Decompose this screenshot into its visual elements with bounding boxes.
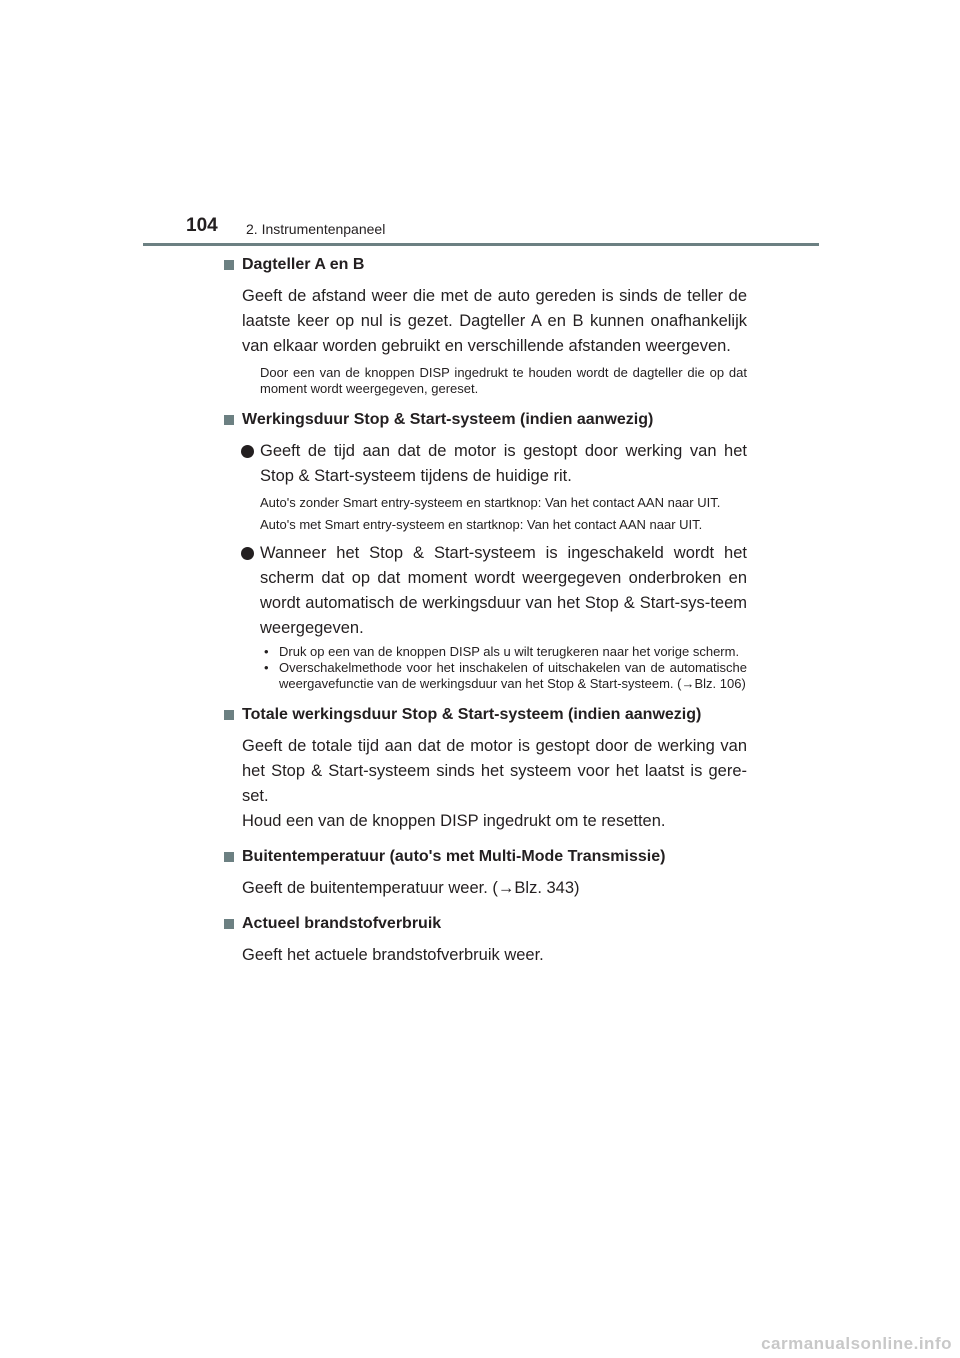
- round-bullet-icon: [241, 547, 254, 560]
- square-bullet-icon: [224, 852, 234, 862]
- square-bullet-icon: [224, 919, 234, 929]
- bullet-item: [260, 541, 747, 641]
- section-body: Geeft de buitentemperatuur weer. (→Blz. 343): [242, 879, 580, 897]
- sub-list: [260, 644, 747, 692]
- section-body: Geeft de afstand weer die met de auto gereden is sinds de teller de laatste keer op nul is gezet. Dagteller A en B kunnen onafhankelijk van elkaar worden gebruikt en verschillende afstanden weergeven.: [242, 287, 747, 355]
- section-note: Auto's met Smart entry-systeem en startknop: Van het contact AAN naar UIT.: [260, 517, 703, 532]
- dot-marker-icon: •: [264, 660, 269, 675]
- section-title: Buitentemperatuur (auto's met Multi-Mode Transmissie): [242, 848, 666, 865]
- bullet-item: [260, 439, 747, 489]
- square-bullet-icon: [224, 260, 234, 270]
- watermark: carmanualsonline.info: [761, 1334, 952, 1353]
- page-header: [0, 0, 960, 250]
- section-heading-total: [222, 704, 747, 726]
- section-note: Auto's zonder Smart entry-systeem en startknop: Van het contact AAN naar UIT.: [260, 495, 721, 510]
- section-heading-trip: [222, 254, 747, 276]
- section-title: Dagteller A en B: [242, 256, 365, 273]
- header-rule: [143, 243, 819, 246]
- section-body: Houd een van de knoppen DISP ingedrukt om te resetten.: [242, 812, 666, 830]
- dot-marker-icon: •: [264, 644, 269, 659]
- section-title: Actueel brandstofverbruik: [242, 915, 442, 932]
- section-heading-outside-temp: [222, 846, 747, 868]
- round-bullet-icon: [241, 445, 254, 458]
- list-item-text: Druk op een van de knoppen DISP als u wilt terugkeren naar het vorige scherm.: [279, 644, 740, 659]
- section-heading-stopstart: [222, 409, 747, 431]
- square-bullet-icon: [224, 710, 234, 720]
- section-note: Door een van de knoppen DISP ingedrukt te houden wordt de dagteller die op dat moment wordt weergegeven, gereset.: [260, 365, 747, 396]
- list-item: [260, 660, 747, 692]
- section-heading-fuel: [222, 913, 747, 935]
- section-title: Werkingsduur Stop & Start-systeem (indien aanwezig): [242, 411, 654, 428]
- chapter-title: 2. Instrumentenpaneel: [246, 221, 386, 237]
- list-item-text: Overschakelmethode voor het inschakelen of uitschakelen van de automatische weergavefunctie van de werkingsduur van het Stop & Start-systeem. (→Blz. 106): [279, 660, 747, 691]
- page-content: [222, 254, 747, 968]
- bullet-text: Wanneer het Stop & Start-systeem is ingeschakeld wordt het scherm dat op dat moment wordt weergegeven onderbroken en wordt automatisch de werkingsduur van het Stop & Start-sys-teem weergegeven.: [260, 544, 747, 637]
- section-body: Geeft de totale tijd aan dat de motor is gestopt door de werking van het Stop & Start-systeem sinds het systeem voor het laatst is gere-set.: [242, 737, 747, 805]
- page-number: 104: [186, 215, 218, 236]
- list-item: [260, 644, 747, 660]
- section-body: Geeft het actuele brandstofverbruik weer.: [242, 946, 544, 964]
- section-title: Totale werkingsduur Stop & Start-systeem (indien aanwezig): [242, 706, 702, 723]
- bullet-text: Geeft de tijd aan dat de motor is gestopt door werking van het Stop & Start-systeem tijdens de huidige rit.: [260, 442, 747, 485]
- square-bullet-icon: [224, 415, 234, 425]
